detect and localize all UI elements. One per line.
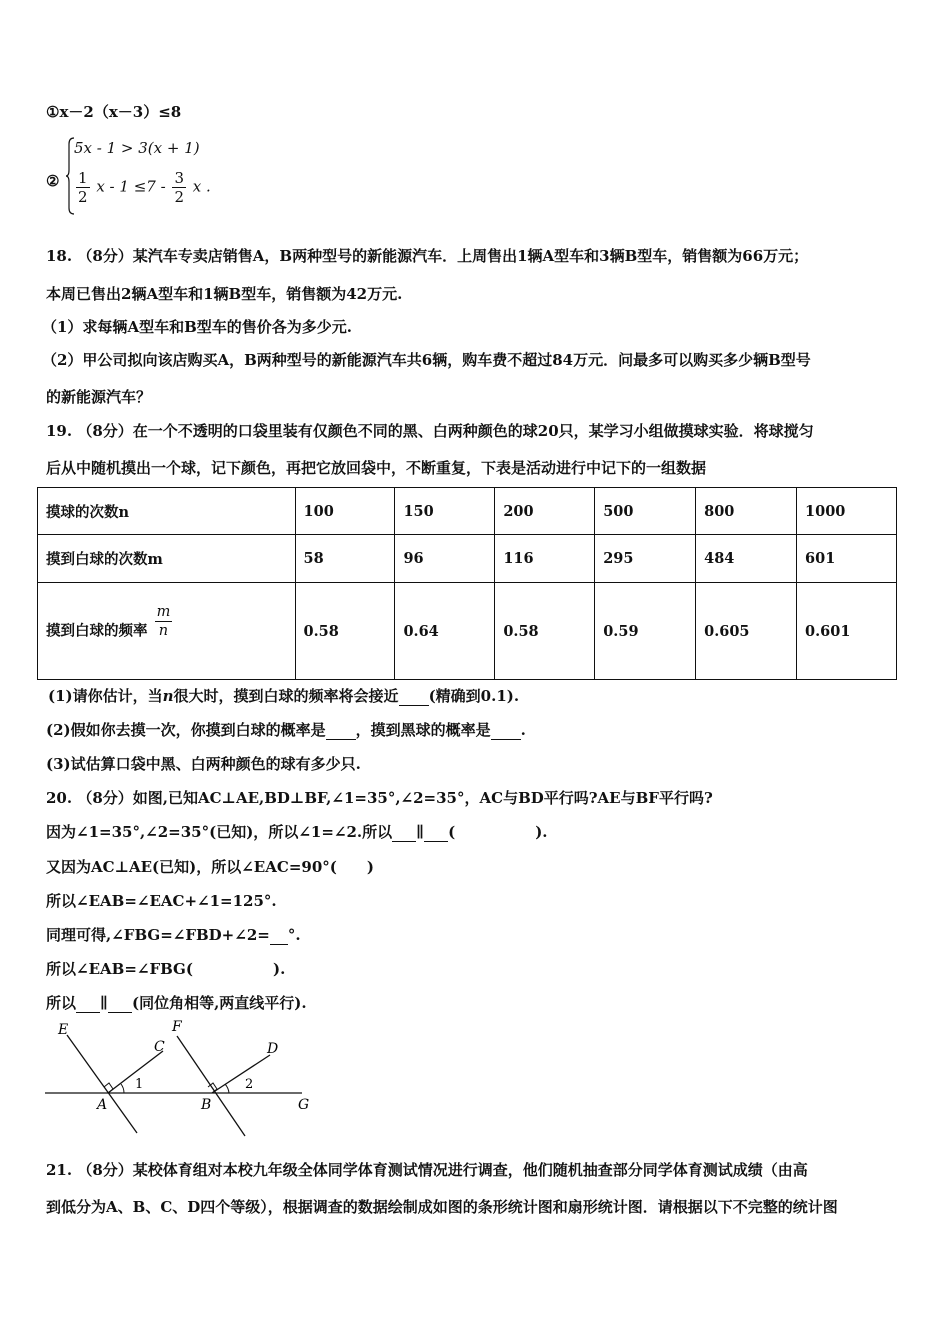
problem-18-question-2-cont: 的新能源汽车？ bbox=[46, 388, 152, 406]
data-table bbox=[37, 487, 897, 680]
problem-21-line-1: 21. （8分）某校体育组对本校九年级全体同学体育测试情况进行调查，他们随机抽查部分同学体育测试成绩（由高 bbox=[46, 1161, 808, 1179]
table-cell: 0.59 bbox=[595, 583, 696, 680]
table-cell: 601 bbox=[797, 535, 897, 583]
problem-20-line-3: 又因为AC⊥AE(已知)，所以∠EAC=90°( ) bbox=[46, 858, 374, 876]
problem-19-question-3: (3)试估算口袋中黑、白两种颜色的球有多少只. bbox=[46, 755, 361, 773]
table-cell: 0.601 bbox=[797, 583, 897, 680]
problem-21-line-2: 到低分为A、B、C、D四个等级），根据调查的数据绘制成如图的条形统计图和扇形统计图．请根据以下不完整的统计图 bbox=[46, 1198, 838, 1216]
label-c: C bbox=[154, 1039, 165, 1055]
table-cell: 100 bbox=[295, 488, 395, 535]
row-label: 摸到白球的频率 $\frac{m}{n}$ bbox=[38, 583, 296, 680]
table-row bbox=[38, 488, 897, 535]
geometry-figure bbox=[40, 1018, 330, 1140]
label-b: B bbox=[201, 1097, 212, 1113]
problem-18-question-1: （1）求每辆A型车和B型车的售价各为多少元. bbox=[42, 318, 352, 336]
problem-20-line-7: 所以 ∥ (同位角相等,两直线平行). bbox=[46, 994, 307, 1012]
line-ae bbox=[67, 1035, 137, 1133]
problem-19-line-2: 后从中随机摸出一个球，记下颜色，再把它放回袋中，不断重复，下表是活动进行中记下的一组数据 bbox=[46, 459, 707, 477]
problem-18-line-2: 本周已售出2辆A型车和1辆B型车，销售额为42万元. bbox=[46, 285, 403, 303]
frequency-fraction: $\frac{m}{n}$ bbox=[156, 603, 171, 639]
table-cell: 96 bbox=[395, 535, 495, 583]
table-cell: 0.58 bbox=[295, 583, 395, 680]
table-cell: 0.605 bbox=[696, 583, 797, 680]
problem-18-question-2: （2）甲公司拟向该店购买A，B两种型号的新能源汽车共6辆，购车费不超过84万元．问最多可以购买多少辆B型号 bbox=[42, 351, 811, 369]
problem-20-line-4: 所以∠EAB=∠EAC+∠1=125°. bbox=[46, 892, 277, 910]
table-cell: 500 bbox=[595, 488, 696, 535]
table-cell: 200 bbox=[495, 488, 595, 535]
label-f: F bbox=[172, 1019, 182, 1035]
inequality-1: ①x－2（x－3）≤8 bbox=[46, 103, 182, 121]
table-row bbox=[38, 535, 897, 583]
table-cell: 58 bbox=[295, 535, 395, 583]
ray-bd bbox=[212, 1055, 270, 1093]
angle-1-arc bbox=[121, 1084, 124, 1093]
label-angle-1: 1 bbox=[135, 1077, 144, 1092]
problem-20-line-6: 所以∠EAB=∠FBG( ). bbox=[46, 960, 286, 978]
system-equation-2: $\frac{1}{2}$ x - 1 ≤7 - $\frac{3}{2}$ x . bbox=[78, 169, 211, 206]
inequality-2-label: ② bbox=[46, 172, 60, 190]
problem-20-line-1: 20. （8分）如图,已知AC⊥AE,BD⊥BF,∠1=35°,∠2=35°，AC与BD平行吗?AE与BF平行吗? bbox=[46, 789, 713, 807]
problem-20-line-2: 因为∠1=35°,∠2=35°(已知)，所以∠1=∠2.所以 ∥ ( ). bbox=[46, 823, 548, 841]
problem-18-line-1: 18. （8分）某汽车专卖店销售A，B两种型号的新能源汽车．上周售出1辆A型车和3辆B型车，销售额为66万元； bbox=[46, 247, 809, 265]
angle-2-arc bbox=[225, 1084, 229, 1093]
problem-20-line-5: 同理可得,∠FBG=∠FBD+∠2= °. bbox=[46, 926, 301, 944]
label-e: E bbox=[58, 1022, 69, 1038]
label-angle-2: 2 bbox=[245, 1077, 254, 1092]
table-cell: 0.64 bbox=[395, 583, 495, 680]
problem-19-question-2: (2)假如你去摸一次，你摸到白球的概率是 ，摸到黑球的概率是 . bbox=[46, 721, 526, 739]
table-cell: 150 bbox=[395, 488, 495, 535]
label-g: G bbox=[298, 1097, 310, 1113]
problem-19-line-1: 19. （8分）在一个不透明的口袋里装有仅颜色不同的黑、白两种颜色的球20只，某学习小组做摸球实验．将球搅匀 bbox=[46, 422, 814, 440]
table-cell: 484 bbox=[696, 535, 797, 583]
table-row bbox=[38, 583, 897, 680]
problem-19-question-1: (1)请你估计，当n很大时，摸到白球的频率将会接近 (精确到0.1). bbox=[48, 687, 520, 705]
line-bf bbox=[177, 1036, 245, 1136]
label-a: A bbox=[97, 1097, 108, 1113]
table-cell: 0.58 bbox=[495, 583, 595, 680]
table-cell: 1000 bbox=[797, 488, 897, 535]
row-label: 摸球的次数n bbox=[38, 488, 296, 535]
table-cell: 116 bbox=[495, 535, 595, 583]
table-cell: 295 bbox=[595, 535, 696, 583]
label-d: D bbox=[267, 1041, 279, 1057]
system-equation-1: 5x - 1 > 3(x + 1) bbox=[74, 139, 200, 157]
table-cell: 800 bbox=[696, 488, 797, 535]
inequality-system bbox=[66, 136, 216, 216]
row-label: 摸到白球的次数m bbox=[38, 535, 296, 583]
